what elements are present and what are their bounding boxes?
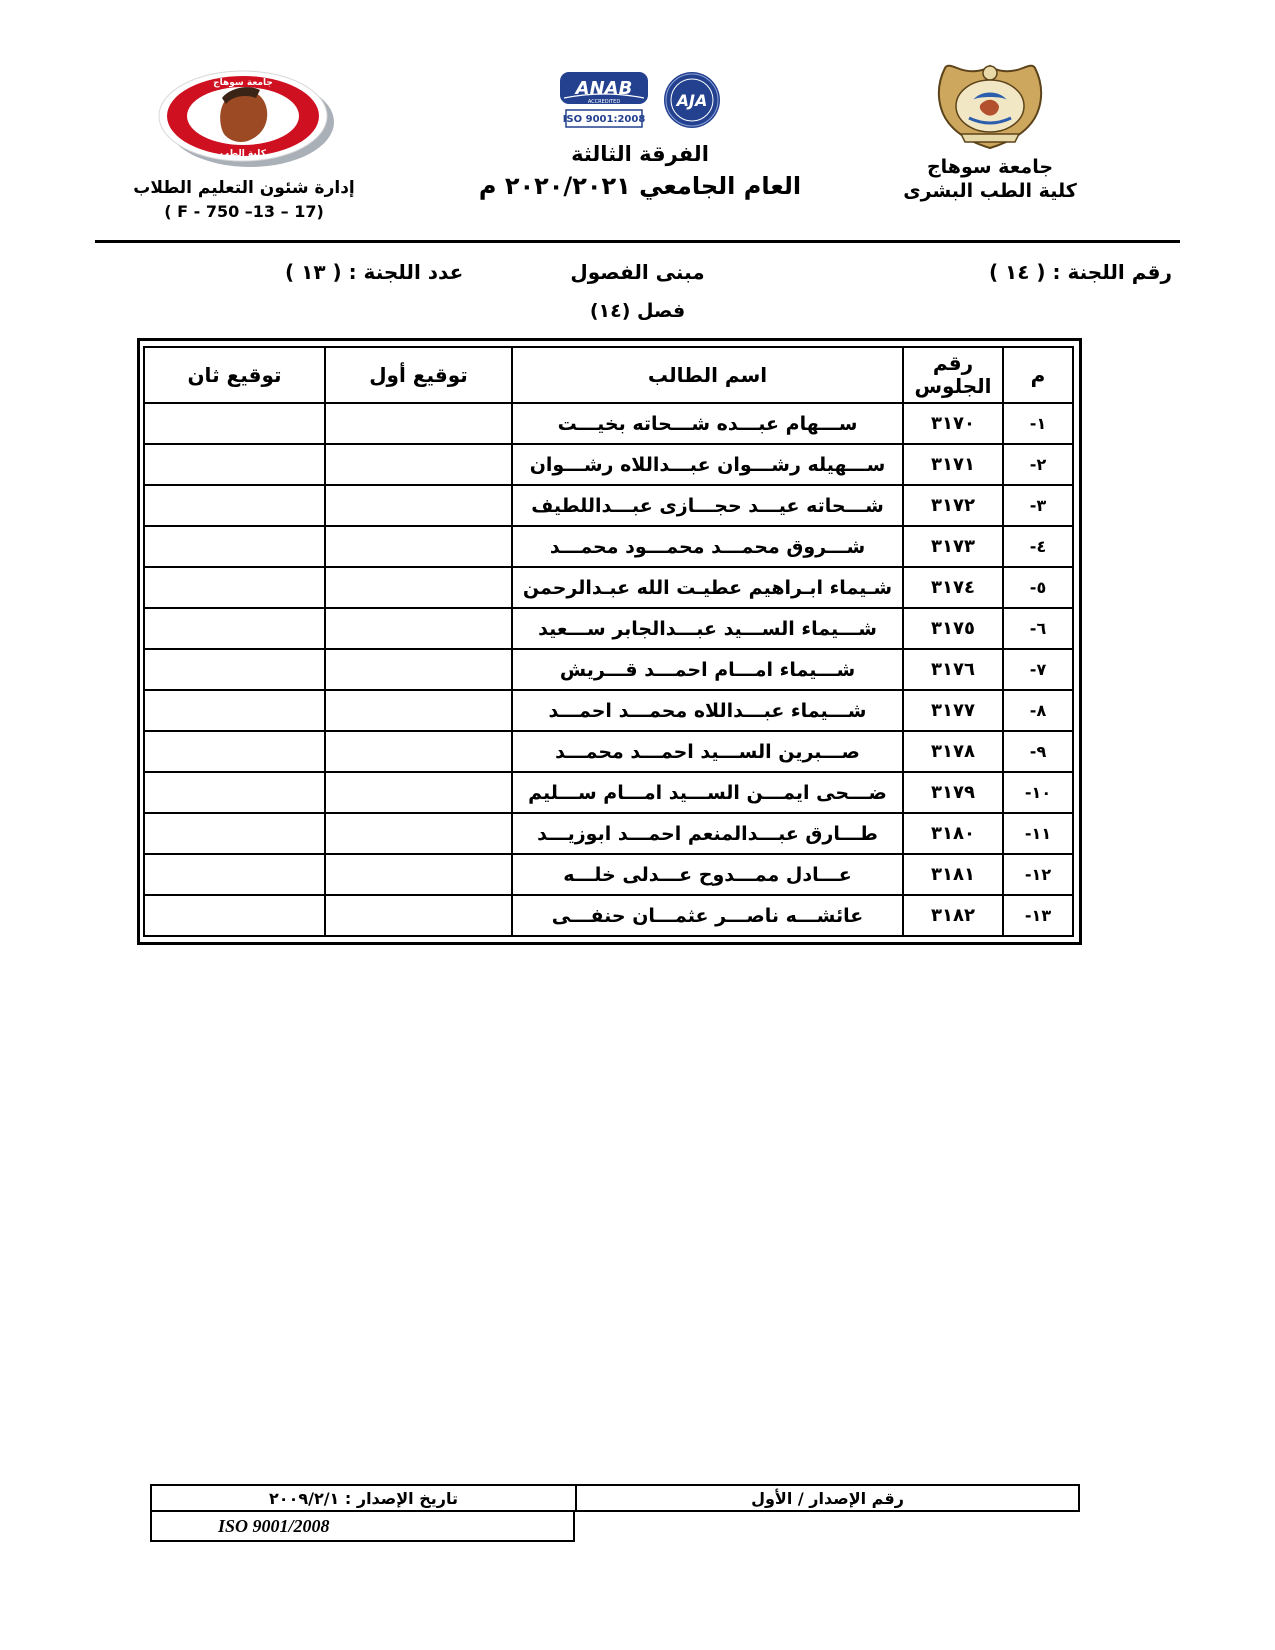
anab-accredited-label: ACCREDITED [587,99,621,105]
first-signature-cell[interactable] [325,608,512,649]
first-signature-cell[interactable] [325,854,512,895]
second-signature-cell[interactable] [144,485,325,526]
aja-label: AJA [676,91,708,110]
col-header-seat-number: رقم الجلوس [903,347,1003,403]
student-row [144,772,1073,813]
footer-issue-row [150,1484,1080,1512]
second-signature-cell[interactable] [144,813,325,854]
student-row [144,731,1073,772]
second-signature-cell[interactable] [144,690,325,731]
committee-classroom: فصل (١٤) [589,300,686,322]
student-name-cell: شـــروق محمـــد محمـــود محمـــد [512,526,903,567]
seat-number-cell: ٣١٨٢ [903,895,1003,936]
row-number-cell: ١١- [1003,813,1073,854]
university-emblem-icon [929,60,1051,152]
student-name-cell: عـــادل ممـــدوح عـــدلى خلـــه [512,854,903,895]
first-signature-cell[interactable] [325,690,512,731]
committee-info [95,254,1180,340]
student-name-cell: ســـهيله رشـــوان عبـــداللاه رشـــوان [512,444,903,485]
second-signature-cell[interactable] [144,403,325,444]
student-row [144,690,1073,731]
students-table-body [144,403,1073,936]
student-name-cell: شـــيماء الســـيد عبـــدالجابر ســـعيد [512,608,903,649]
row-number-cell: ٥- [1003,567,1073,608]
seat-number-cell: ٣١٧٨ [903,731,1003,772]
students-table-header [144,347,1073,403]
seat-number-cell: ٣١٧٤ [903,567,1003,608]
first-signature-cell[interactable] [325,485,512,526]
footer-iso-row [150,1512,575,1542]
student-name-cell: شـــيماء امـــام احمـــد قـــريش [512,649,903,690]
seat-number-cell: ٣١٨١ [903,854,1003,895]
student-name-cell: عائشـــه ناصـــر عثمـــان حنفـــى [512,895,903,936]
student-name-cell: طـــارق عبـــدالمنعم احمـــد ابوزيـــد [512,813,903,854]
row-number-cell: ٧- [1003,649,1073,690]
student-name-cell: صـــبرين الســـيد احمـــد محمـــد [512,731,903,772]
first-signature-cell[interactable] [325,731,512,772]
col-header-first-signature: توقيع أول [325,347,512,403]
seat-number-cell: ٣١٧٠ [903,403,1003,444]
second-signature-cell[interactable] [144,608,325,649]
iso-certification-label: ISO 9001/2008 [218,1515,330,1536]
first-signature-cell[interactable] [325,444,512,485]
student-row [144,813,1073,854]
student-row [144,526,1073,567]
seat-number-cell: ٣١٧٧ [903,690,1003,731]
second-signature-cell[interactable] [144,444,325,485]
row-number-cell: ١٠- [1003,772,1073,813]
students-table [143,346,1074,937]
header-department-block [118,64,370,221]
student-name-cell: شـــحاته عيـــد حجـــازى عبـــداللطيف [512,485,903,526]
seat-number-cell: ٣١٧٥ [903,608,1003,649]
accreditation-logos [450,70,830,132]
first-signature-cell[interactable] [325,567,512,608]
second-signature-cell[interactable] [144,772,325,813]
faculty-logo-bottom-text: كلية الطب [219,149,266,159]
first-signature-cell[interactable] [325,403,512,444]
committee-building: مبنى الفصول [570,260,705,284]
row-number-cell: ٨- [1003,690,1073,731]
issue-date: تاريخ الإصدار : ٢٠٠٩/٢/١ [269,1488,458,1508]
faculty-name: كلية الطب البشرى [903,180,1077,202]
row-number-cell: ٣- [1003,485,1073,526]
seat-number-cell: ٣١٧٣ [903,526,1003,567]
seat-number-cell: ٣١٨٠ [903,813,1003,854]
row-number-cell: ٤- [1003,526,1073,567]
header-center-block [450,70,830,200]
student-row [144,895,1073,936]
col-header-second-signature: توقيع ثان [144,347,325,403]
col-header-student-name: اسم الطالب [512,347,903,403]
anab-label: ANAB [575,78,633,99]
student-row [144,854,1073,895]
student-name-cell: شـيماء ابـراهيم عطيـت الله عبـدالرحمن [512,567,903,608]
iso-9001-label: ISO 9001:2008 [562,114,646,125]
issue-number: رقم الإصدار / الأول [575,1486,1078,1510]
col-header-index: م [1003,347,1073,403]
second-signature-cell[interactable] [144,854,325,895]
header-university-block [868,60,1112,202]
students-table-frame [137,338,1082,945]
student-row [144,649,1073,690]
student-name-cell: شـــيماء عبـــداللاه محمـــد احمـــد [512,690,903,731]
student-name-cell: ســـهام عبـــده شـــحاته بخيـــت [512,403,903,444]
seat-number-cell: ٣١٧٢ [903,485,1003,526]
first-signature-cell[interactable] [325,649,512,690]
academic-year-title: العام الجامعي ٢٠٢٠/٢٠٢١ م [478,172,802,200]
second-signature-cell[interactable] [144,731,325,772]
committee-count: عدد اللجنة : ( ١٣ ) [285,260,464,284]
first-signature-cell[interactable] [325,526,512,567]
document-footer [150,1484,1080,1536]
seat-number-cell: ٣١٧١ [903,444,1003,485]
student-row [144,444,1073,485]
student-row [144,403,1073,444]
row-number-cell: ١٢- [1003,854,1073,895]
seat-number-cell: ٣١٧٦ [903,649,1003,690]
committee-number: رقم اللجنة : ( ١٤ ) [988,260,1172,284]
form-code: ( F - 750 –13 – 17) [164,202,324,221]
row-number-cell: ٢- [1003,444,1073,485]
faculty-logo-icon [152,64,337,170]
student-row [144,485,1073,526]
student-name-cell: ضـــحى ايمـــن الســـيد امـــام ســـليم [512,772,903,813]
faculty-logo-top-text: جامعة سوهاج [212,78,273,88]
second-signature-cell[interactable] [144,567,325,608]
first-signature-cell[interactable] [325,772,512,813]
second-signature-cell[interactable] [144,895,325,936]
anab-logo-icon [556,70,652,132]
student-row [144,608,1073,649]
student-row [144,567,1073,608]
first-signature-cell[interactable] [325,813,512,854]
aja-logo-icon [660,70,724,132]
seat-number-cell: ٣١٧٩ [903,772,1003,813]
row-number-cell: ١٣- [1003,895,1073,936]
second-signature-cell[interactable] [144,649,325,690]
department-name: إدارة شئون التعليم الطلاب [133,178,355,198]
row-number-cell: ٦- [1003,608,1073,649]
header-divider [95,240,1180,243]
university-name: جامعة سوهاج [926,156,1054,178]
grade-title: الفرقة الثالثة [571,142,709,166]
second-signature-cell[interactable] [144,526,325,567]
row-number-cell: ٩- [1003,731,1073,772]
row-number-cell: ١- [1003,403,1073,444]
first-signature-cell[interactable] [325,895,512,936]
